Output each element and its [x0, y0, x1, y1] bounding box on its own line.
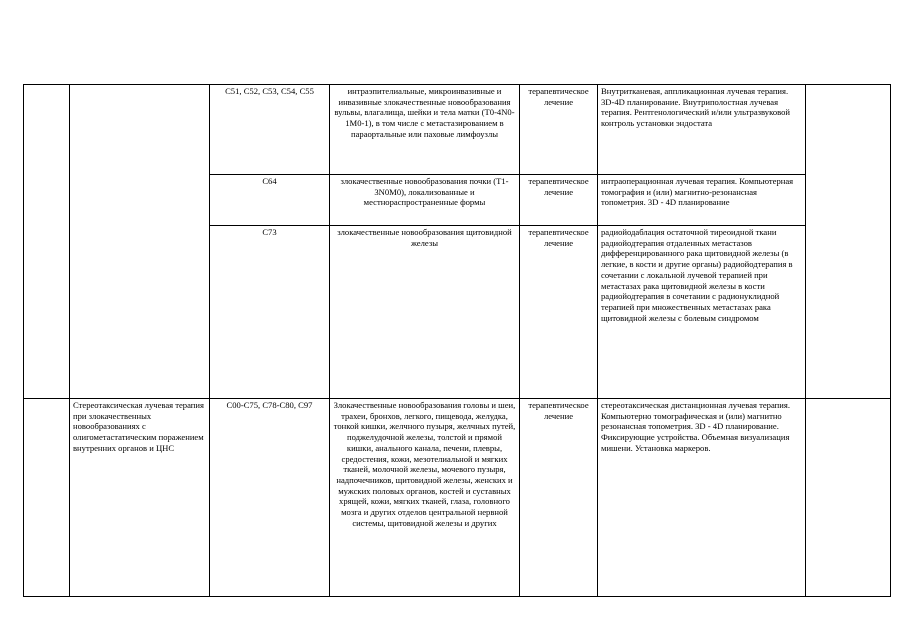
treatment-cell: радиойодаблация остаточной тиреоидной ткани радиойодтерапия отдаленных метастазов дифференцированного рака щитовидной железы (в легкие, в кости и другие органы) радиойодтерапия в сочетании с локальной лучевой терапией при метастазах рака щитовидной железы в кости радиойодтерапия в сочетании с радионуклидной терапией при множественных метастазах рака щитовидной железы с болевым синдромом [598, 226, 806, 399]
treatment-type-cell: терапевтическое лечение [520, 85, 598, 175]
extra-cell [806, 399, 891, 597]
method-cell [70, 85, 210, 399]
row-number-cell [24, 399, 70, 597]
treatment-cell: интраоперационная лучевая терапия. Компьютерная томография и (или) магнитно-резонансная топометрия. 3D - 4D планирование [598, 175, 806, 226]
codes-cell: C51, C52, C53, C54, C55 [210, 85, 330, 175]
description-cell: интраэпителиальные, микроинвазивные и инвазивные злокачественные новообразования вульвы, влагалища, шейки и тела матки (T0-4N0-1M0-1), в том числе с метастазированием в параортальные или паховые лимфоузлы [330, 85, 520, 175]
table-row [24, 85, 891, 175]
treatment-table [23, 84, 891, 597]
method-cell: Стереотаксическая лучевая терапия при злокачественных новообразованиях с олигометастатическим поражением внутренних органов и ЦНС [70, 399, 210, 597]
codes-cell: C64 [210, 175, 330, 226]
row-number-cell [24, 85, 70, 399]
codes-cell: C73 [210, 226, 330, 399]
treatment-cell: стереотаксическая дистанционная лучевая терапия. Компьютерно томографическая и (или) магнитно резонансная топометрия. 3D - 4D планирование. Фиксирующие устройства. Объемная визуализация мишени. Установка маркеров. [598, 399, 806, 597]
description-cell: Злокачественные новообразования головы и шеи, трахеи, бронхов, легкого, пищевода, желудка, тонкой кишки, желчного пузыря, желчных путей, поджелудочной железы, толстой и прямой кишки, анального канала, печени, плевры, средостения, кожи, мезотелиальной и мягких тканей, молочной железы, мочевого пузыря, надпочечников, щитовидной железы, женских и мужских половых органов, костей и суставных хрящей, кожи, мягких тканей, глаза, головного мозга и других отделов центральной нервной системы, щитовидной железы и других [330, 399, 520, 597]
treatment-cell: Внутритканевая, аппликационная лучевая терапия. 3D-4D планирование. Внутриполостная лучевая терапия. Рентгенологический и/или ультразвуковой контроль установки эндостата [598, 85, 806, 175]
description-cell: злокачественные новообразования щитовидной железы [330, 226, 520, 399]
description-cell: злокачественные новообразования почки (T1-3N0M0), локализованные и местнораспространенные формы [330, 175, 520, 226]
treatment-type-cell: терапевтическое лечение [520, 175, 598, 226]
treatment-type-cell: терапевтическое лечение [520, 226, 598, 399]
table-row [24, 399, 891, 597]
extra-cell [806, 85, 891, 399]
codes-cell: C00-C75, C78-C80, C97 [210, 399, 330, 597]
treatment-type-cell: терапевтическое лечение [520, 399, 598, 597]
